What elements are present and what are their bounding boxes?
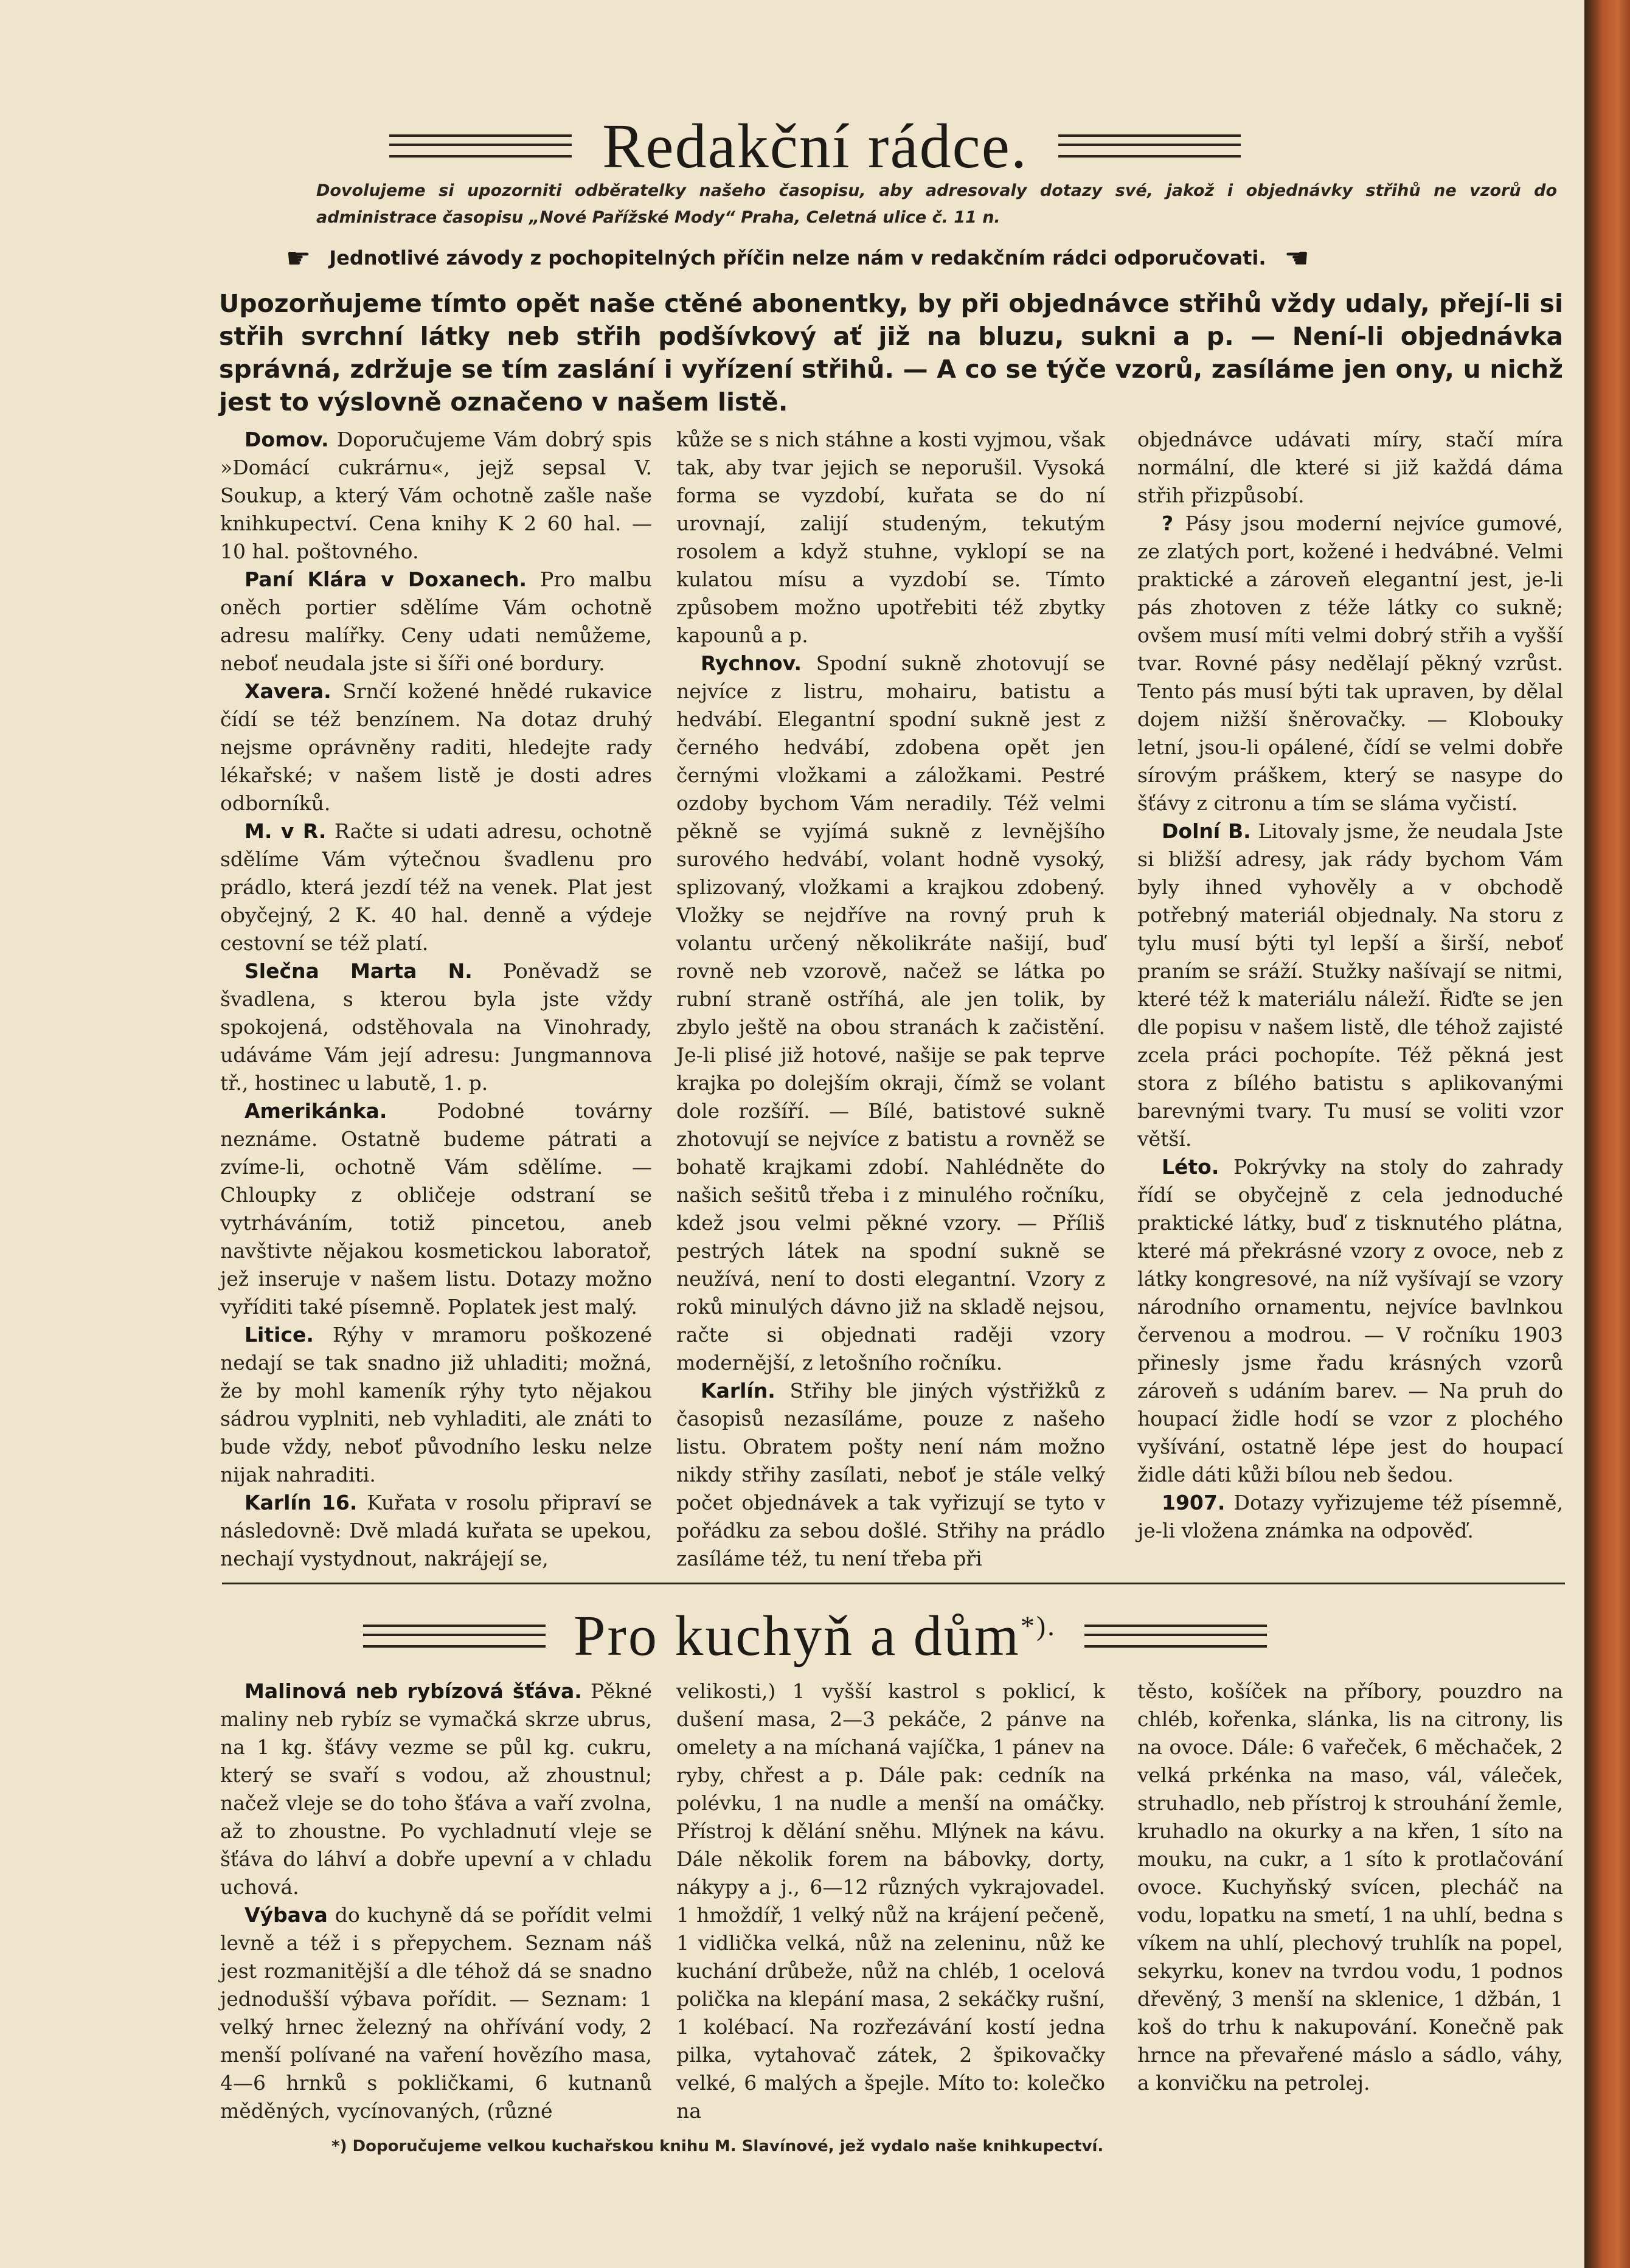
answer-entry [1137,510,1563,817]
announcement: Upozorňujeme tímto opět naše ctěné abonentky, by při objednávce střihů vždy udaly, přejí-li si střih svrchní látky neb střih podšívkový ať již na bluzu, sukni a p. — Není-li objednávka správná, zdržuje se tím zaslání i vyřízení střihů. — A co se týče vzorů, zasíláme jen ony, u nichž jest to výslovně označeno v našem listě. [219,289,1563,417]
kitchen-entry [220,1901,652,2125]
answer-entry [676,650,1105,1377]
footnote: *) Doporučujeme velkou kuchařskou knihu M. Slavínové, jež vydalo naše knihkupectví. [331,2137,1104,2155]
answer-text: Litovaly jsme, že neudala Jste si bližší adresy, jak rády bychom Vám byly ihned vyhověly a v obchodě potřebný materiál objednaly. Na storu z tylu musí býti tyl lepší a širší, neboť praním se sráží. Stužky našívají se nitmi, které též k materiálu náleží. Řiďte se jen dle popisu v našem listě, dle téhož zajisté zcela práci pochopíte. Též pěkná jest stora z bílého batistu s aplikovanými barevnými tvary. Tu musí se voliti vzor větší. [1137,819,1564,1151]
answer-text: Poněvadž se švadlena, s kterou byla jste vždy spokojená, odstěhovala na Vinohrady, udáváme Vám její adresu: Jungmannova tř., hostinec u labutě, 1. p. [220,959,652,1095]
answer-entry [220,1489,652,1573]
answer-entry [220,566,652,678]
section-title: Redakční rádce. [602,111,1028,181]
answer-entry [220,817,652,957]
answer-recipient: ? [1162,512,1174,535]
answer-recipient: Dolní B. [1162,819,1251,843]
answer-entry [220,1097,652,1321]
answer-recipient: Paní Klára v Doxanech. [244,567,527,591]
kitchen-column-2 [676,1677,1105,2125]
answer-entry [220,1321,652,1489]
answer-text: Srnčí kožené hnědé rukavice čídí se též benzínem. Na dotaz druhý nejsme oprávněny raditi, hledejte rady lékařské; v našem listě je dosti adres odborníků. [220,679,652,815]
warning-text: Jednotlivé závody z pochopitelných příčin nelze nám v redakčním rádci odporučovati. [329,246,1266,269]
answer-entry [1137,1489,1563,1545]
answer-entry [1137,817,1563,1153]
kitchen-continuation: velikosti,) 1 vyšší kastrol s poklicí, k dušení masa, 2—3 pekáče, 2 pánve na omelety a na míchaná vajíčka, 1 pánev na ryby, chřest a p. Dále pak: cedník na polévku, 1 na nudle a menší na omáčky. Přístroj k dělání sněhu. Mlýnek na kávu. Dále několik forem na bábovky, dorty, nákypy a j., 6—12 různých vykrajovadel. 1 hmoždíř, 1 velký nůž na krájení pečeně, 1 vidlička velká, nůž na zeleninu, nůž ke kuchání drůbeže, nůž na chléb, 1 ocelová polička na klepání masa, 2 sekáčky rušní, 1 kolébací. Na rozřezávání kostí jedna pilka, vytahovač zátek, 2 špikovačky velké, 6 malých a špejle. Míto to: kolečko na [676,1679,1105,2123]
pointing-hand-icon: ☛ [286,241,311,274]
answer-text: Pásy jsou moderní nejvíce gumové, ze zlatých port, kožené i hedvábné. Velmi praktické a zároveň elegantní jest, je-li pás zhotoven z téže látky co sukně; ovšem musí míti velmi dobrý střih a vyšší tvar. Rovné pásy nedělají pěkný vzrůst. Tento pás musí býti tak upraven, by dělal dojem nižší šněrovačky. — Klobouky letní, jsou-li opálené, čídí se velmi dobře sírovým práškem, který se nasype do šťávy z citronu a tím se sláma vyčistí. [1137,512,1563,815]
answer-recipient: Karlín 16. [244,1491,358,1514]
pointing-hand-left-icon: ☚ [1284,241,1309,274]
answer-recipient: 1907. [1162,1491,1226,1514]
answer-recipient: Slečna Marta N. [244,959,473,983]
answer-text: Pro malbu oněch portier sdělíme Vám ochotně adresu malířky. Ceny udati nemůžeme, neboť neudala jste si šíři oné bordury. [220,567,652,675]
kitchen-continuation: těsto, košíček na příbory, pouzdro na chléb, kořenka, slánka, lis na citrony, lis na ovoce. Dále: 6 vařeček, 6 měchaček, 2 velká prkénka na maso, vál, váleček, struhadlo, neb přístroj k strouhání žemle, kruhadlo na okurky a na křen, 1 síto na mouku, na cukr, a 1 síto k protlačování ovoce. Kuchyňský svícen, plecháč na vodu, lopatku na smetí, 1 na uhlí, bedna s víkem na uhlí, plechový truhlík na popel, sekyrku, konev na tvrdou vodu, 1 podnos dřevěný, 3 menší na sklenice, 1 džbán, 1 koš do trhu k nakupování. Konečně pak hrnce na převařené máslo a sádlo, váhy, a konvičku na petrolej. [1137,1679,1563,2095]
answer-entry [220,957,652,1097]
kitchen-title-text: Pro kuchyň a dům [574,1604,1021,1668]
kitchen-text: do kuchyně dá se pořídit velmi levně a též i s přepychem. Seznam náš jest rozmanitější a dle téhož dá se snadno jednodušší výbava pořídit. — Seznam: 1 velký hrnec železný na ohřívání vody, 2 menší polívané na vaření hovězího masa, 4—6 hrnků s pokličkami, 6 kutnanů měděných, vycínovaných, (různé [220,1903,652,2123]
answer-text: Dotazy vyřizujeme též písemně, je-li vložena známka na odpověď. [1137,1491,1563,1542]
footnote-mark: *). [1020,1610,1056,1642]
title-ornament-left [363,1625,546,1648]
section-divider [222,1583,1565,1584]
section-title-block [219,103,1411,189]
kitchen-heading: Malinová neb rybízová šťáva. [244,1679,582,1703]
title-ornament-right [1058,134,1241,158]
answer-recipient: Amerikánka. [244,1099,387,1123]
kitchen-heading: Výbava [244,1903,328,1927]
kitchen-entry [220,1677,652,1901]
answer-text: Spodní sukně zhotovují se nejvíce z listru, mohairu, batistu a hedvábí. Elegantní spodní sukně jest z černého hedvábí, zdobena opět jen černými vložkami a záložkami. Pestré ozdoby bychom Vám neradily. Též velmi pěkně se vyjímá sukně z levnějšího surového hedvábí, volant hodně vysoký, splizovaný, vložkami a krajkou zdobený. Vložky se nejdříve na rovný pruh k volantu určený několikráte našijí, buď rovně neb vzorově, načež se látka po rubní straně ostříhá, ale jen tolik, by zbylo ještě na obou stranách k začistění. Je-li plisé již hotové, našije se pak teprve krajka po dolejším okraji, čímž se volant dole rozšíří. — Bílé, batistové sukně zhotovují se nejvíce z batistu a rovněž se bohatě krajkami zdobí. Nahlédněte do našich sešitů třeba i z minulého ročníku, kdež jsou velmi pěkné vzory. — Příliš pestrých látek na spodní sukně se neužívá, není to dosti elegantní. Vzory z roků minulých dávno již na skladě nejsou, račte si objednati raději vzory modernější, z letošního ročníku. [676,651,1105,1375]
answer-text: Račte si udati adresu, ochotně sdělíme Vám výtečnou švadlenu pro prádlo, která jezdí též na venek. Plat jest obyčejný, 2 K. 40 hal. denně a výdeje cestovní se též platí. [220,819,652,955]
editorial-notice: Dovolujeme si upozorniti odběratelky našeho časopisu, aby adresovaly dotazy své, jakož i objednávky střihů ne vzorů do administrace časopisu „Nové Pařížské Mody“ Praha, Celetná ulice č. 11 n. [316,181,1557,227]
answer-recipient: Karlín. [701,1379,775,1403]
kitchen-title-block [219,1600,1411,1673]
answer-entry [220,678,652,817]
answer-recipient: Litice. [244,1323,314,1347]
answer-entry [676,1377,1105,1573]
warning-line [286,241,1551,274]
answer-entry [1137,1153,1563,1489]
answer-text: Doporučujeme Vám dobrý spis »Domácí cukrárnu«, jejž sepsal V. Soukup, a který Vám ochotně zašle naše knihkupectví. Cena knihy K 2 60 hal. — 10 hal. poštovného. [220,428,652,563]
answers-column-1 [220,426,652,1573]
title-ornament-right [1084,1625,1267,1648]
answer-text: Pokrývky na stoly do zahrady řídí se obyčejně z cela jednoduché praktické látky, buď z tisknutého plátna, které má překrásné vzory z ovoce, neb z látky kongresové, na níž vyšívají se vzory národního ornamentu, nejvíce bavlnkou červenou a modrou. — V ročníku 1903 přinesly jsme řadu krásných vzorů zároveň s udáním barev. — Na pruh do houpací židle hodí se vzor z plochého vyšívání, ostatně lépe jest do houpací židle dáti kůži bílou neb šedou. [1137,1155,1563,1486]
binding-edge [1584,0,1630,2268]
answer-recipient: Rychnov. [701,651,802,675]
answer-recipient: Domov. [244,428,329,451]
kitchen-text: Pěkné maliny neb rybíz se vymačká skrze ubrus, na 1 kg. šťávy vezme se půl kg. cukru, který se svaří s vodou, až zhoustnul; načež vleje se do toho šťáva a vaří zvolna, až to zhoustne. Po vychladnutí vleje se šťáva do láhví a dobře upevní a v chladu uchová. [220,1679,652,1899]
kitchen-column-1 [220,1677,652,2125]
answer-entry [220,426,652,566]
answer-recipient: M. v R. [244,819,327,843]
answer-text: Rýhy v mramoru poškozené nedají se tak snadno již uhladiti; možná, že by mohl kameník rýhy tyto nějakou sádrou vyplniti, neb vyhladiti, ale znáti to bude vždy, neboť původního lesku nelze nijak nahraditi. [220,1323,652,1486]
kitchen-title [574,1603,1056,1669]
kitchen-column-3 [1137,1677,1563,2097]
answer-text: Kuřata v rosolu připraví se následovně: Dvě mladá kuřata se upekou, nechají vystydnout, nakrájejí se, [220,1491,652,1570]
answers-column-2 [676,426,1105,1573]
answer-recipient: Xavera. [244,679,331,703]
title-ornament-left [389,134,572,158]
answer-continuation: kůže se s nich stáhne a kosti vyjmou, však tak, aby tvar jejich se neporušil. Vysoká forma se vyzdobí, kuřata se do ní urovnají, zalijí studeným, tekutým rosolem a když stuhne, vyklopí se na kulatou mísu a vyzdobí se. Tímto způsobem možno upotřebiti též zbytky kapounů a p. [676,428,1105,647]
answer-text: Střihy ble jiných výstřižků z časopisů nezasíláme, pouze z našeho listu. Obratem pošty není nám možno nikdy střihy zasílati, neboť je stále velký počet objednávek a tak vyřizují se tyto v pořádku za sebou došlé. Střihy na prádlo zasíláme též, tu není třeba při [676,1379,1105,1570]
answer-continuation: objednávce udávati míry, stačí míra normální, dle které si již každá dáma střih přizpůsobí. [1137,428,1563,507]
answers-column-3 [1137,426,1563,1545]
answer-text: Podobné továrny neznáme. Ostatně budeme pátrati a zvíme-li, ochotně Vám sdělíme. — Chloupky z obličeje odstraní se vytrháváním, totiž pincetou, aneb navštivte nějakou kosmetickou laboratoř, jež inseruje v našem listu. Dotazy možno vyříditi také písemně. Poplatek jest malý. [220,1099,652,1319]
answer-recipient: Léto. [1162,1155,1219,1179]
